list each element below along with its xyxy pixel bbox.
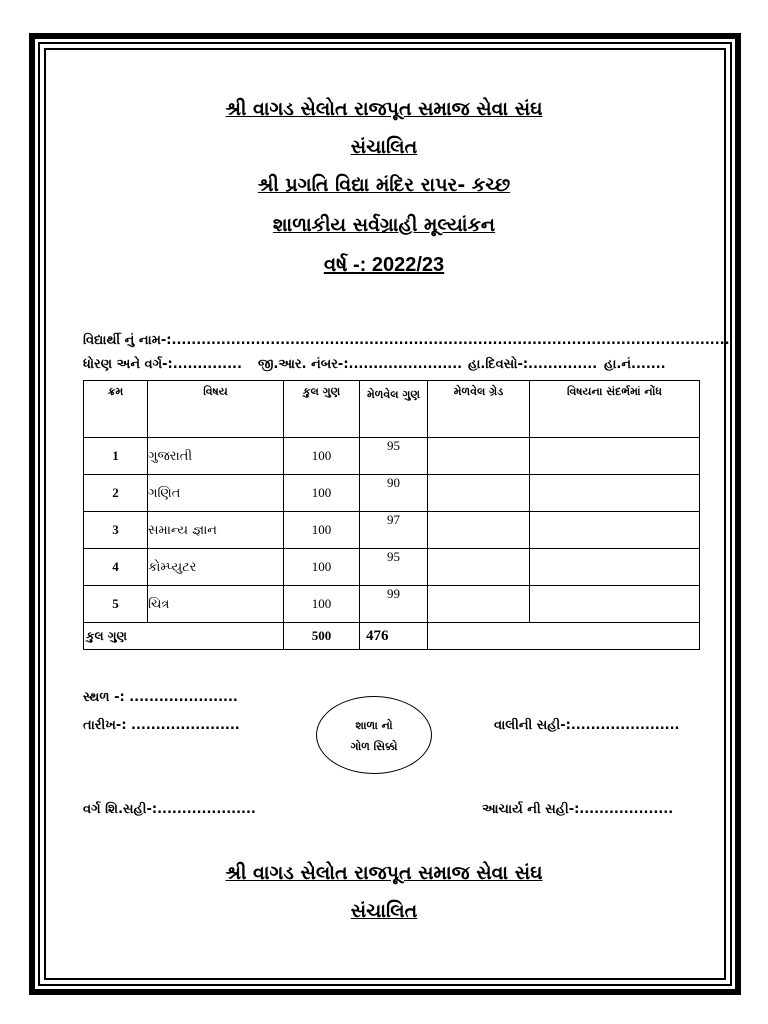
managed-by: સંચાલિત [350,136,418,158]
table-total-row [84,623,700,650]
year-title: વર્ષ -: 2022/23 [323,254,445,276]
row-grade [428,475,530,512]
grand-obtained: 476 [360,623,428,650]
footer-managed-by: સંચાલિત [350,900,418,922]
row-remarks [530,586,700,623]
row-grade [428,549,530,586]
row-subject: કોમ્પ્યુટર [148,549,284,586]
col-header-remarks: વિષયના સંદર્ભમાં નોંધ [530,381,700,438]
marks-table [83,380,700,650]
grand-total: 500 [284,623,360,650]
row-remarks [530,549,700,586]
parent-signature-field: વાલીની સહી-:...................... [494,718,680,733]
evaluation-title: શાળાકીય સર્વગ્રાહી મૂલ્યાંકન [272,214,496,236]
roll-number-field: હા.નં....... [604,357,666,372]
row-obtained: 95 [360,549,428,586]
table-row [84,475,700,512]
org-title: શ્રી વાગડ સેલોત રાજપૂત સમાજ સેવા સંઘ [225,98,543,120]
row-serial: 3 [84,512,148,549]
row-serial: 5 [84,586,148,623]
seal-line-1: શાળા નો [355,719,393,732]
student-name-field: વિદ્યાર્થી નું નામ-:................................................................................................................. [83,333,730,348]
row-obtained: 99 [360,586,428,623]
row-total: 100 [284,475,360,512]
col-header-total-marks: કુલ ગુણ [284,381,360,438]
table-row [84,586,700,623]
row-subject: ચિત્ર [148,586,284,623]
row-total: 100 [284,438,360,475]
place-field: સ્થળ -: ...................... [83,690,238,705]
table-row [84,438,700,475]
col-header-obtained-marks: મેળવેલ ગુણ [360,381,428,438]
row-grade [428,512,530,549]
table-row [84,512,700,549]
table-row [84,549,700,586]
total-label: કુલ ગુણ [84,623,284,650]
row-serial: 4 [84,549,148,586]
row-grade [428,586,530,623]
row-total: 100 [284,586,360,623]
row-obtained: 97 [360,512,428,549]
date-field: તારીખ-: ...................... [83,718,240,733]
attendance-days-field: હા.દિવસો-:.............. [468,357,598,372]
row-subject: ગુજરાતી [148,438,284,475]
row-grade [428,438,530,475]
row-total: 100 [284,512,360,549]
seal-line-2: ગોળ સિક્કો [350,740,398,753]
row-serial: 1 [84,438,148,475]
total-empty [428,623,700,650]
row-total: 100 [284,549,360,586]
col-header-subject: વિષય [148,381,284,438]
row-subject: સમાન્ય જ્ઞાન [148,512,284,549]
row-obtained: 95 [360,438,428,475]
table-header-row [84,381,700,438]
row-remarks [530,475,700,512]
row-subject: ગણિત [148,475,284,512]
footer-org-title: શ્રી વાગડ સેલોત રાજપૂત સમાજ સેવા સંઘ [225,862,543,884]
row-remarks [530,438,700,475]
row-obtained: 90 [360,475,428,512]
class-field: ધોરણ અને વર્ગ-:.............. [83,357,242,372]
gr-number-field: જી.આર. નંબર-:....................... [258,357,463,372]
col-header-grade: મેળવેલ ગ્રેડ [428,381,530,438]
principal-signature-field: આચાર્ય ની સહી-:................... [482,802,674,817]
school-seal-circle [316,696,432,774]
row-remarks [530,512,700,549]
school-name: શ્રી પ્રગતિ વિદ્યા મંદિર રાપર- કચ્છ [257,174,511,196]
col-header-serial: ક્રમ [84,381,148,438]
row-serial: 2 [84,475,148,512]
class-teacher-signature-field: વર્ગ શિ.સહી-:.................... [83,802,256,817]
